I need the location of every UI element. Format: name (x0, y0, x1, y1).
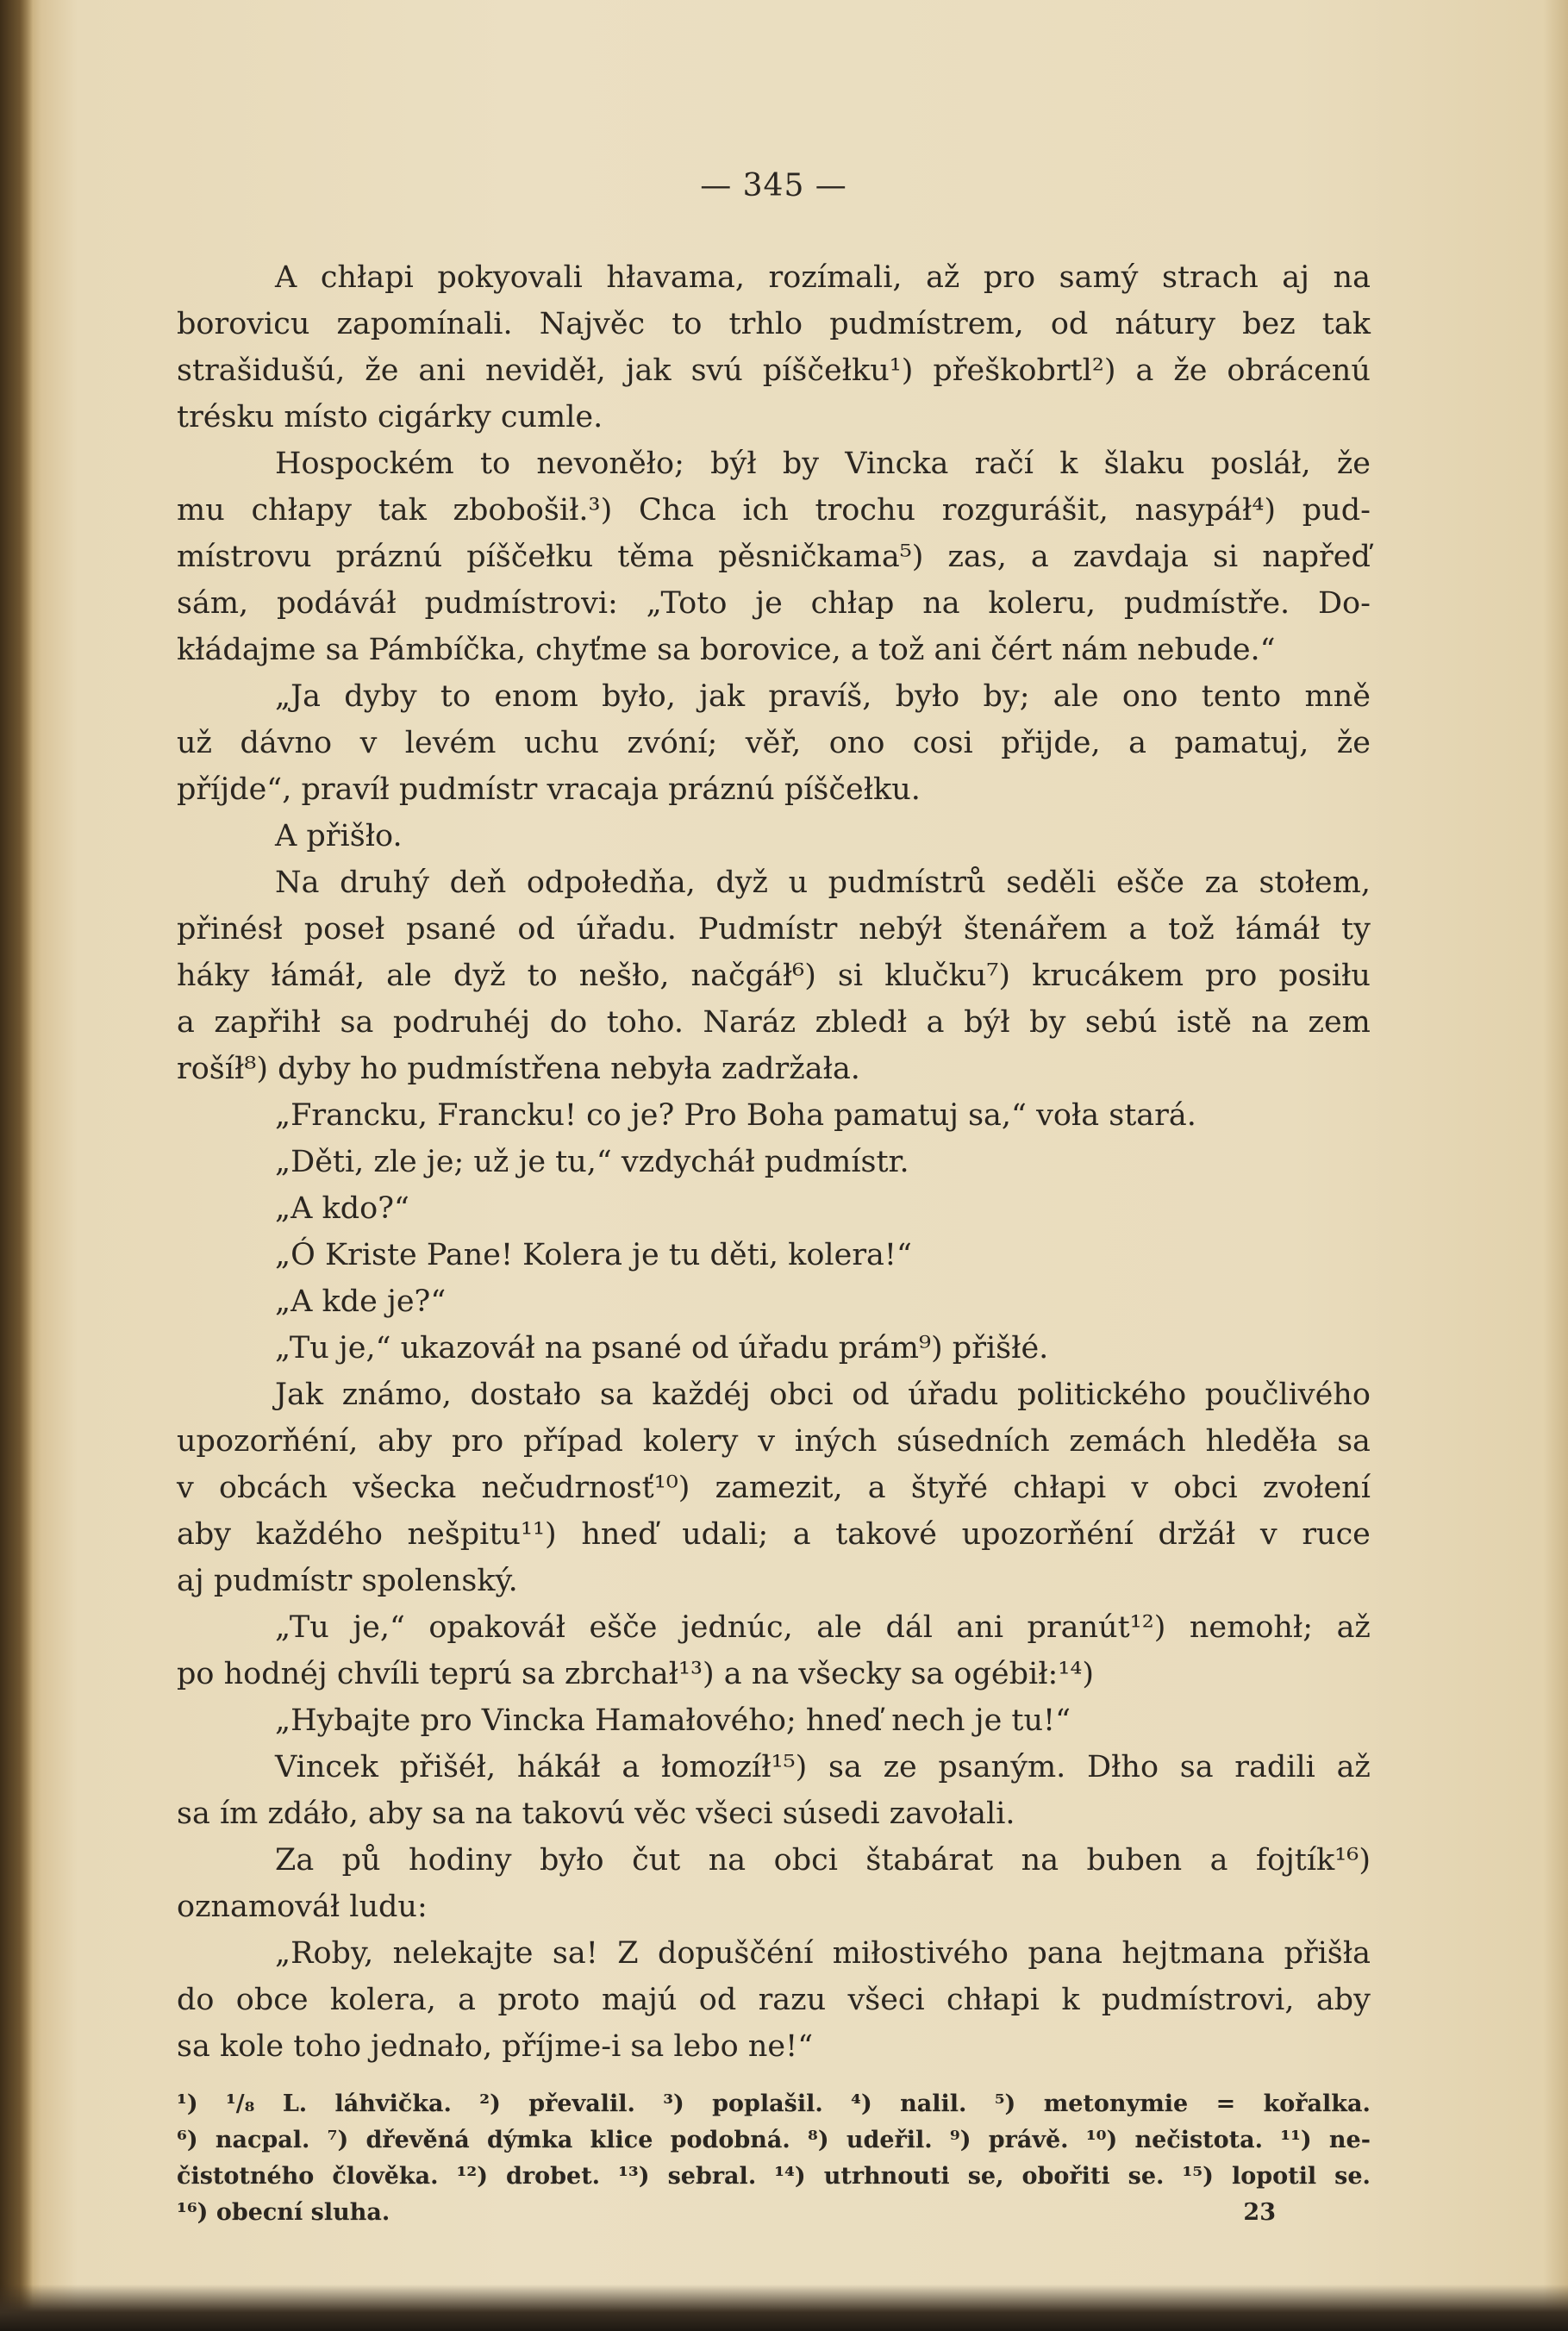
text-line: „Francku, Francku! co je? Pro Boha pamatuj sa,“ voła stará. (275, 1098, 1196, 1133)
text-line: A přišło. (275, 819, 403, 853)
text-line: a zapřihł sa podruhéj do toho. Naráz zbledł a býł by sebú istě na zem (177, 1005, 1371, 1040)
page-number: — 345 — (700, 168, 847, 203)
text-line: Na druhý deň odpołedňa, dyž u pudmístrů seděli ešče za stołem, (275, 866, 1371, 900)
text-line: rošíł⁸) dyby ho pudmístřena nebyła zadržała. (177, 1052, 860, 1086)
text-line: aj pudmístr spolenský. (177, 1564, 518, 1598)
text-line: místrovu práznú píščełku těma pěsničkama⁵) zas, a zavdaja si napřeď (177, 540, 1371, 574)
text-line: v obcách všecka nečudrnosť¹⁰) zamezit, a štyřé chłapi v obci zvołení (177, 1471, 1371, 1505)
text-line: už dávno v levém uchu zvóní; věř, ono cosi přijde, a pamatuj, že (177, 726, 1371, 760)
text-line: „Ja dyby to enom było, jak pravíš, było by; ale ono tento mně (275, 679, 1371, 714)
text-line: borovicu zapomínali. Najvěc to trhlo pudmístrem, od nátury bez tak (177, 307, 1371, 341)
text-line: oznamováł ludu: (177, 1890, 428, 1924)
text-line: příjde“, pravíł pudmístr vracaja práznú píščełku. (177, 772, 921, 807)
text-line: „Ó Kriste Pane! Kolera je tu děti, kolera!“ (275, 1238, 912, 1272)
text-line: Jak známo, dostało sa každéj obci od úřadu politického poučlivého (275, 1378, 1371, 1412)
text-line: sa ím zdáło, aby sa na takovú věc všeci súsedi zavołali. (177, 1797, 1015, 1831)
text-line: „A kde je?“ (275, 1284, 447, 1319)
text-line: sa kole toho jednało, příjme-i sa lebo ne!“ (177, 2029, 814, 2064)
text-line: „Tu je,“ ukazováł na psané od úřadu prám⁹) přišłé. (275, 1331, 1049, 1365)
footnote-line (177, 2195, 1371, 2231)
body-text (177, 254, 1371, 2070)
text-line: kłádajme sa Pámbíčka, chyťme sa borovice, a tož ani čért nám nebude.“ (177, 633, 1276, 667)
text-line: „Hybajte pro Vincka Hamałového; hneď nech je tu!“ (275, 1703, 1071, 1738)
footnote-text: ¹⁶) obecní sluha. (177, 2199, 390, 2226)
footnote-line: ¹) ¹/₈ L. láhvička. ²) převalil. ³) poplašil. ⁴) nalil. ⁵) metonymie = kořalka. (177, 2090, 1371, 2117)
book-binding-shadow (0, 0, 33, 2331)
text-line: Hospockém to nevoněło; býł by Vincka račí k šlaku posláł, že (275, 447, 1371, 481)
text-line: upozorňéní, aby pro případ kolery v iných súsedních zemách hleděła sa (177, 1424, 1371, 1459)
text-line: „Děti, zle je; už je tu,“ vzdycháł pudmístr. (275, 1145, 909, 1179)
text-line: A chłapi pokyovali hłavama, rozímali, až pro samý strach aj na (275, 260, 1371, 295)
text-line: Za pů hodiny było čut na obci štabárat na buben a fojtík¹⁶) (275, 1843, 1371, 1878)
text-line: „Tu je,“ opakováł ešče jednúc, ale dál ani pranút¹²) nemohł; až (275, 1610, 1371, 1645)
text-line: strašidušú, že ani neviděł, jak svú píščełku¹) přeškobrtl²) a že obrácenú (177, 353, 1371, 388)
footnote-line: čistotného člověka. ¹²) drobet. ¹³) sebral. ¹⁴) utrhnouti se, obořiti se. ¹⁵) lopotil se. (177, 2163, 1371, 2190)
text-line: aby každého nešpitu¹¹) hneď udali; a takové upozorňéní držáł v ruce (177, 1517, 1371, 1552)
text-line: do obce kolera, a proto majú od razu všeci chłapi k pudmístrovi, aby (177, 1983, 1371, 2017)
text-line: Vincek přišéł, hákáł a łomozíł¹⁵) sa ze psaným. Dłho sa radili až (275, 1750, 1371, 1784)
text-line: přinésł poseł psané od úřadu. Pudmístr nebýł štenářem a tož łámáł ty (177, 912, 1371, 947)
footnotes (177, 2086, 1371, 2231)
text-line: trésku místo cigárky cumle. (177, 400, 603, 434)
text-line: háky łámáł, ale dyž to nešło, načgáł⁶) si klučku⁷) krucákem pro posiłu (177, 959, 1371, 993)
footnote-line: ⁶) nacpal. ⁷) dřevěná dýmka klice podobná. ⁸) udeřil. ⁹) právě. ¹⁰) nečistota. ¹¹) ne- (177, 2127, 1371, 2153)
text-line: „Roby, nelekajte sa! Z dopuščéní miłostivého pana hejtmana přišła (275, 1936, 1371, 1971)
text-line: mu chłapy tak zbobošił.³) Chca ich trochu rozgurášit, nasypáł⁴) pud- (177, 493, 1371, 528)
page-bottom-shadow (0, 2284, 1568, 2331)
text-line: sám, podáváł pudmístrovi: „Toto je chłap na koleru, pudmístře. Do- (177, 586, 1371, 621)
text-line: po hodnéj chvíli teprú sa zbrchał¹³) a na všecky sa ogébił:¹⁴) (177, 1657, 1095, 1691)
text-line: „A kdo?“ (275, 1191, 409, 1226)
signature-mark: 23 (1243, 2199, 1276, 2226)
